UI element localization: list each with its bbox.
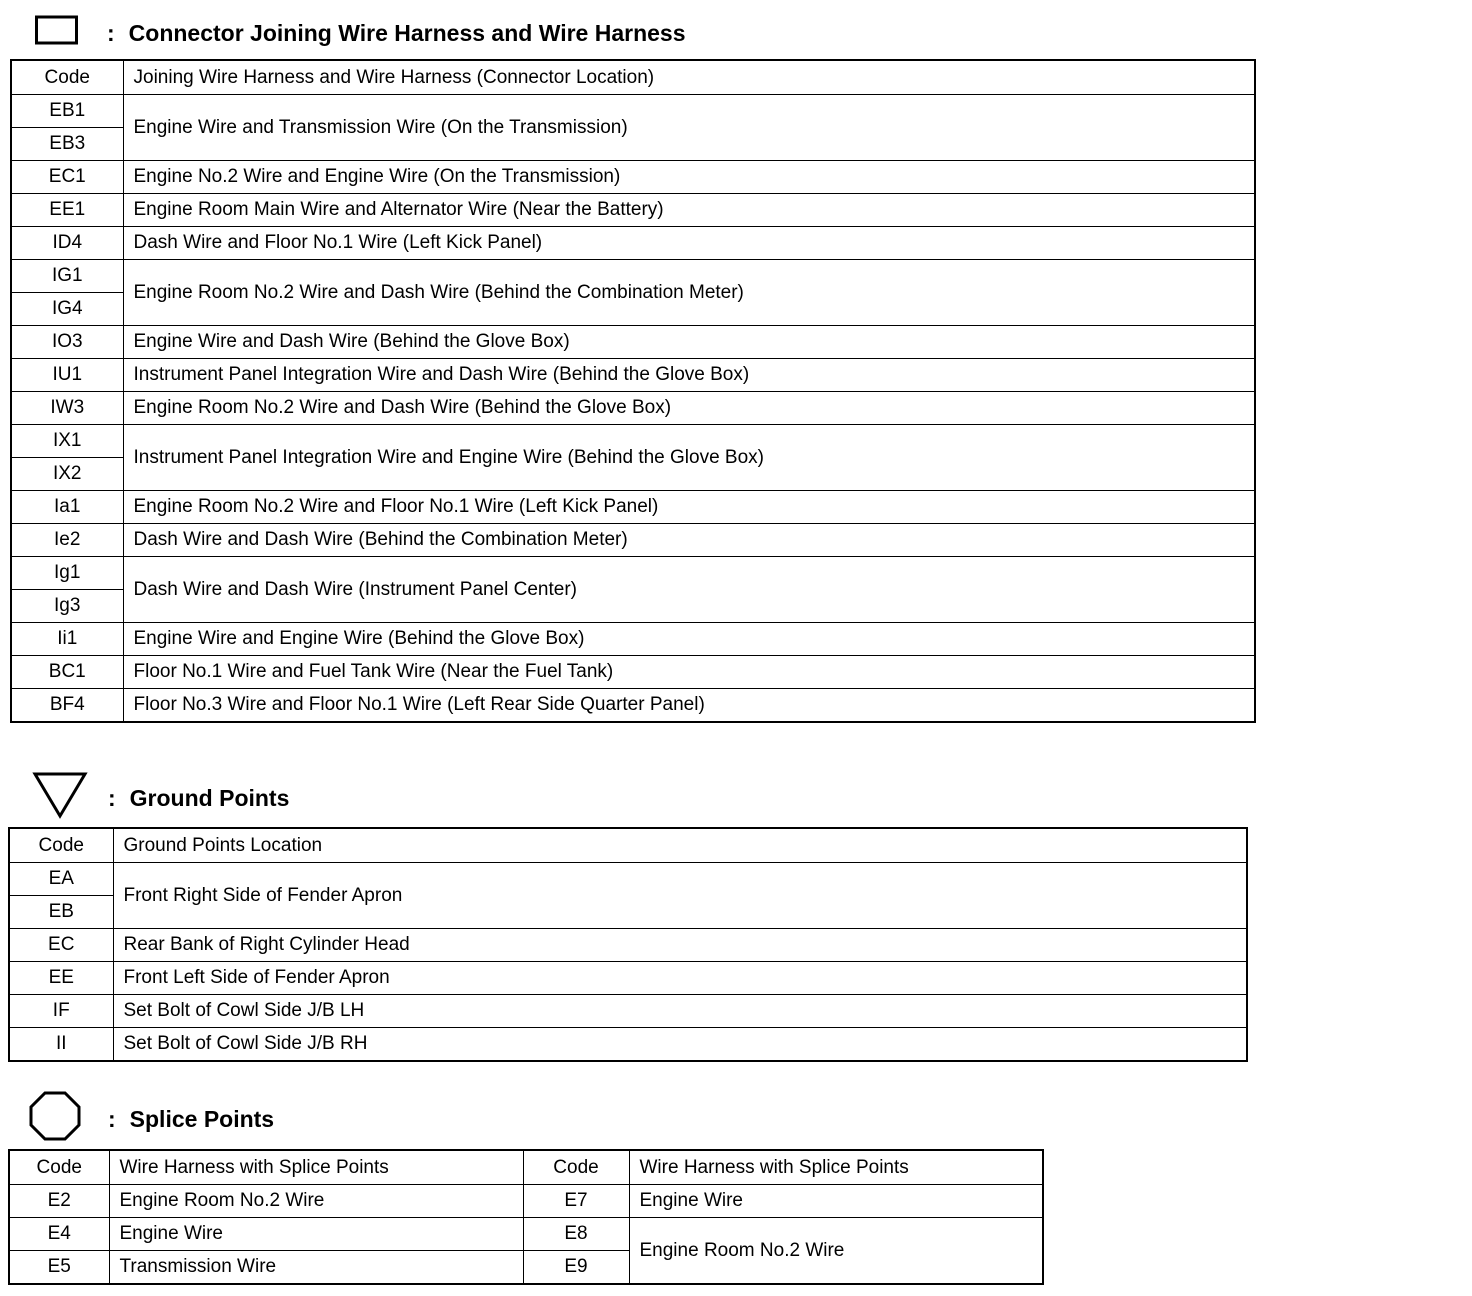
location-cell: Dash Wire and Dash Wire (Behind the Combination Meter) [123, 524, 1255, 557]
code-cell: IF [9, 995, 113, 1028]
wire-header: Wire Harness with Splice Points [629, 1150, 1043, 1185]
table-row [9, 1028, 1247, 1062]
connector-table [10, 59, 1256, 723]
table-row [11, 392, 1255, 425]
code-cell: EC1 [11, 161, 123, 194]
table-row [9, 929, 1247, 962]
table-row [9, 995, 1247, 1028]
code-cell: EC [9, 929, 113, 962]
splice-code: E2 [9, 1185, 109, 1218]
table-row [11, 359, 1255, 392]
splice-code: E8 [523, 1218, 629, 1251]
triangle-down-icon [32, 770, 88, 826]
code-cell: Ig1 [11, 557, 123, 590]
code-cell: EB [9, 896, 113, 929]
code-cell: IG1 [11, 260, 123, 293]
splice-code: E4 [9, 1218, 109, 1251]
location-cell: Floor No.1 Wire and Fuel Tank Wire (Near the Fuel Tank) [123, 656, 1255, 689]
code-cell: Ia1 [11, 491, 123, 524]
table-row [11, 689, 1255, 723]
code-cell: IU1 [11, 359, 123, 392]
code-header: Code [9, 828, 113, 863]
table-row [9, 962, 1247, 995]
location-cell: Engine Room No.2 Wire and Dash Wire (Behind the Glove Box) [123, 392, 1255, 425]
code-cell: II [9, 1028, 113, 1062]
code-cell: Ie2 [11, 524, 123, 557]
location-cell: Floor No.3 Wire and Floor No.1 Wire (Left Rear Side Quarter Panel) [123, 689, 1255, 723]
ground-section-title: Ground Points [129, 784, 290, 811]
splice-section-title: Splice Points [129, 1105, 275, 1132]
table-row [11, 425, 1255, 458]
location-cell: Set Bolt of Cowl Side J/B RH [113, 1028, 1247, 1062]
location-cell: Engine Wire and Dash Wire (Behind the Glove Box) [123, 326, 1255, 359]
ground-section-heading: : Ground Points [32, 770, 289, 826]
location-cell: Engine Room No.2 Wire and Dash Wire (Behind the Combination Meter) [123, 260, 1255, 326]
code-header: Code [9, 1150, 109, 1185]
table-row [11, 656, 1255, 689]
table-row [11, 557, 1255, 590]
location-cell: Set Bolt of Cowl Side J/B LH [113, 995, 1247, 1028]
table-row [9, 1218, 1043, 1251]
location-cell: Engine Wire and Engine Wire (Behind the Glove Box) [123, 623, 1255, 656]
code-cell: BF4 [11, 689, 123, 723]
square-icon [35, 14, 79, 52]
code-cell: BC1 [11, 656, 123, 689]
table-row [11, 524, 1255, 557]
location-cell: Rear Bank of Right Cylinder Head [113, 929, 1247, 962]
location-cell: Instrument Panel Integration Wire and Dash Wire (Behind the Glove Box) [123, 359, 1255, 392]
table-row [11, 161, 1255, 194]
splice-table [8, 1149, 1044, 1285]
location-cell: Dash Wire and Floor No.1 Wire (Left Kick Panel) [123, 227, 1255, 260]
location-cell: Engine Room Main Wire and Alternator Wire (Near the Battery) [123, 194, 1255, 227]
connector-section-title: Connector Joining Wire Harness and Wire Harness [128, 19, 686, 46]
location-header: Ground Points Location [113, 828, 1247, 863]
splice-wire: Transmission Wire [109, 1251, 523, 1285]
code-cell: IX1 [11, 425, 123, 458]
table-header-row [11, 60, 1255, 95]
location-header: Joining Wire Harness and Wire Harness (Connector Location) [123, 60, 1255, 95]
connector-section-heading: : Connector Joining Wire Harness and Wire Harness [35, 14, 686, 52]
table-header-row [9, 1150, 1043, 1185]
code-cell: IG4 [11, 293, 123, 326]
table-row [11, 260, 1255, 293]
code-cell: Ig3 [11, 590, 123, 623]
location-cell: Engine No.2 Wire and Engine Wire (On the Transmission) [123, 161, 1255, 194]
splice-section-heading: : Splice Points [28, 1090, 274, 1148]
code-header: Code [11, 60, 123, 95]
code-cell: ID4 [11, 227, 123, 260]
code-cell: EE [9, 962, 113, 995]
table-row [9, 863, 1247, 896]
code-cell: Ii1 [11, 623, 123, 656]
table-row [11, 227, 1255, 260]
location-cell: Dash Wire and Dash Wire (Instrument Panel Center) [123, 557, 1255, 623]
splice-code: E7 [523, 1185, 629, 1218]
table-row [11, 326, 1255, 359]
ground-table [8, 827, 1248, 1062]
table-row [11, 623, 1255, 656]
location-cell: Instrument Panel Integration Wire and Engine Wire (Behind the Glove Box) [123, 425, 1255, 491]
table-row [9, 1185, 1043, 1218]
location-cell: Front Left Side of Fender Apron [113, 962, 1247, 995]
location-cell: Front Right Side of Fender Apron [113, 863, 1247, 929]
code-cell: IW3 [11, 392, 123, 425]
splice-wire: Engine Wire [109, 1218, 523, 1251]
table-row [11, 194, 1255, 227]
location-cell: Engine Wire and Transmission Wire (On the Transmission) [123, 95, 1255, 161]
code-header: Code [523, 1150, 629, 1185]
code-cell: EB1 [11, 95, 123, 128]
splice-code: E9 [523, 1251, 629, 1285]
splice-wire: Engine Room No.2 Wire [629, 1218, 1043, 1285]
splice-wire: Engine Room No.2 Wire [109, 1185, 523, 1218]
splice-code: E5 [9, 1251, 109, 1285]
wire-header: Wire Harness with Splice Points [109, 1150, 523, 1185]
splice-wire: Engine Wire [629, 1185, 1043, 1218]
code-cell: EA [9, 863, 113, 896]
location-cell: Engine Room No.2 Wire and Floor No.1 Wire (Left Kick Panel) [123, 491, 1255, 524]
code-cell: EE1 [11, 194, 123, 227]
table-row [11, 491, 1255, 524]
code-cell: EB3 [11, 128, 123, 161]
code-cell: IX2 [11, 458, 123, 491]
table-header-row [9, 828, 1247, 863]
code-cell: IO3 [11, 326, 123, 359]
octagon-icon [28, 1090, 82, 1148]
table-row [11, 95, 1255, 128]
